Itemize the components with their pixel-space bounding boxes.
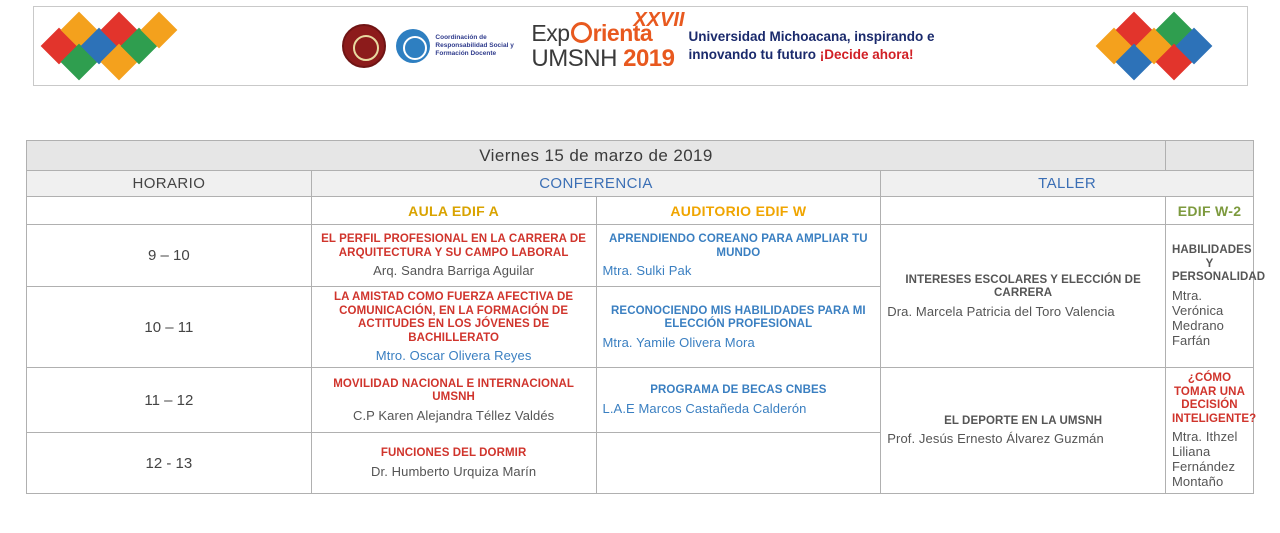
taller-speaker-0: Dra. Marcela Patricia del Toro Valencia [887,303,1115,319]
conf-a-title-2: MOVILIDAD NACIONAL E INTERNACIONAL UMSNH [333,377,575,404]
decorative-diamonds-left [42,15,182,77]
schedule-date-title: Viernes 15 de marzo de 2019 [27,141,1166,171]
header-conferencia: CONFERENCIA [311,171,881,197]
row-time-2: 11 – 12 [27,368,312,433]
row-conf-b-3 [596,433,881,494]
taller-w2-cell-0 [1166,225,1266,368]
subheader-taller-blank [881,197,1166,225]
taller-w2-cell-1 [1166,368,1257,494]
row-conf-a-1 [311,287,596,368]
banner-center [182,8,1095,72]
taller-title-0: INTERESES ESCOLARES Y ELECCIÓN DE CARRERA [905,273,1141,299]
table-row [27,225,1254,287]
taller-w2-speaker-1: Mtra. Ithzel Liliana Fernández Montaño [1172,429,1238,489]
conf-b-speaker-1: Mtra. Yamile Olivera Mora [602,334,755,350]
conf-a-title-1: LA AMISTAD COMO FUERZA AFECTIVA DE COMUNICACIÓN, EN LA FORMACIÓN DE ACTITUDES EN LOS JÓVENES DE BACHILLERATO [334,291,574,344]
header-horario: HORARIO [27,171,312,197]
umsnh-seal-icon [342,24,386,68]
taller-speaker-1: Prof. Jesús Ernesto Álvarez Guzmán [887,431,1104,447]
conf-b-title-2: PROGRAMA DE BECAS CNBES [650,384,827,397]
conf-b-title-1: RECONOCIENDO MIS HABILIDADES PARA MI ELECCIÓN PROFESIONAL [611,304,866,330]
expo-orienta-word: rienta [592,19,653,46]
slogan-line-1: Universidad Michoacana, inspirando e [688,29,935,44]
conf-a-speaker-3: Dr. Humberto Urquiza Marín [371,463,537,479]
row-time-3: 12 - 13 [27,433,312,494]
schedule-subheader-row [27,197,1254,225]
decorative-diamonds-right [1095,15,1235,77]
schedule-table-container [26,140,1266,494]
expo-orienta-logo [531,8,685,72]
taller-cell-1 [881,368,1166,494]
slogan-line-2: innovando tu futuro [688,47,820,62]
coordination-logo [396,29,521,63]
taller-w2-title-1: ¿CÓMO TOMAR UNA DECISIÓN INTELIGENTE? [1172,372,1257,425]
taller-title-1: EL DEPORTE EN LA UMSNH [944,414,1103,427]
schedule-header-row [27,171,1254,197]
expo-year: 2019 [623,44,675,72]
conf-a-speaker-0: Arq. Sandra Barriga Aguilar [373,263,535,278]
conf-b-speaker-0: Mtra. Sulki Pak [602,263,692,278]
subheader-auditorio-edif-w: AUDITORIO EDIF W [596,197,881,225]
conf-a-speaker-1: Mtro. Oscar Olivera Reyes [375,348,532,363]
expo-word: Exp [531,19,570,46]
banner-slogan [688,28,934,64]
conf-a-title-3: FUNCIONES DEL DORMIR [380,447,527,460]
row-conf-b-1 [596,287,881,368]
expo-umsnh-word: UMSNH [531,44,617,72]
coordination-circle-icon [396,29,430,63]
table-row [27,368,1254,433]
taller-w2-speaker-0: Mtra. Verónica Medrano Farfán [1172,287,1225,348]
taller-w2-title-0: HABILIDADES Y PERSONALIDAD [1172,244,1266,284]
schedule-table [26,140,1266,494]
taller-cell-0 [881,225,1166,368]
row-conf-a-3 [311,433,596,494]
subheader-blank [27,197,312,225]
expo-edition-number: XXVII [633,8,685,31]
header-taller: TALLER [881,171,1254,197]
row-conf-a-0 [311,225,596,287]
subheader-edif-w2: EDIF W-2 [1166,197,1254,225]
row-conf-b-2 [596,368,881,433]
schedule-title-spacer [1166,141,1254,171]
row-conf-b-0 [596,225,881,287]
conf-b-speaker-2: L.A.E Marcos Castañeda Calderón [602,400,807,416]
coordination-label: Coordinación de Responsabilidad Social y Formación Docente [435,34,514,57]
conf-a-title-0: EL PERFIL PROFESIONAL EN LA CARRERA DE ARQUITECTURA Y SU CAMPO LABORAL [321,233,587,259]
subheader-aula-edif-a: AULA EDIF A [311,197,596,225]
row-conf-a-2 [311,368,596,433]
event-banner [33,6,1248,86]
row-time-0: 9 – 10 [27,225,312,287]
row-time-1: 10 – 11 [27,287,312,368]
expo-ring-icon [571,22,592,43]
conf-b-title-0: APRENDIENDO COREANO PARA AMPLIAR TU MUNDO [609,233,868,259]
conf-a-speaker-2: C.P Karen Alejandra Téllez Valdés [352,407,555,423]
schedule-title-row [27,141,1254,171]
slogan-accent: ¡Decide ahora! [819,47,914,62]
